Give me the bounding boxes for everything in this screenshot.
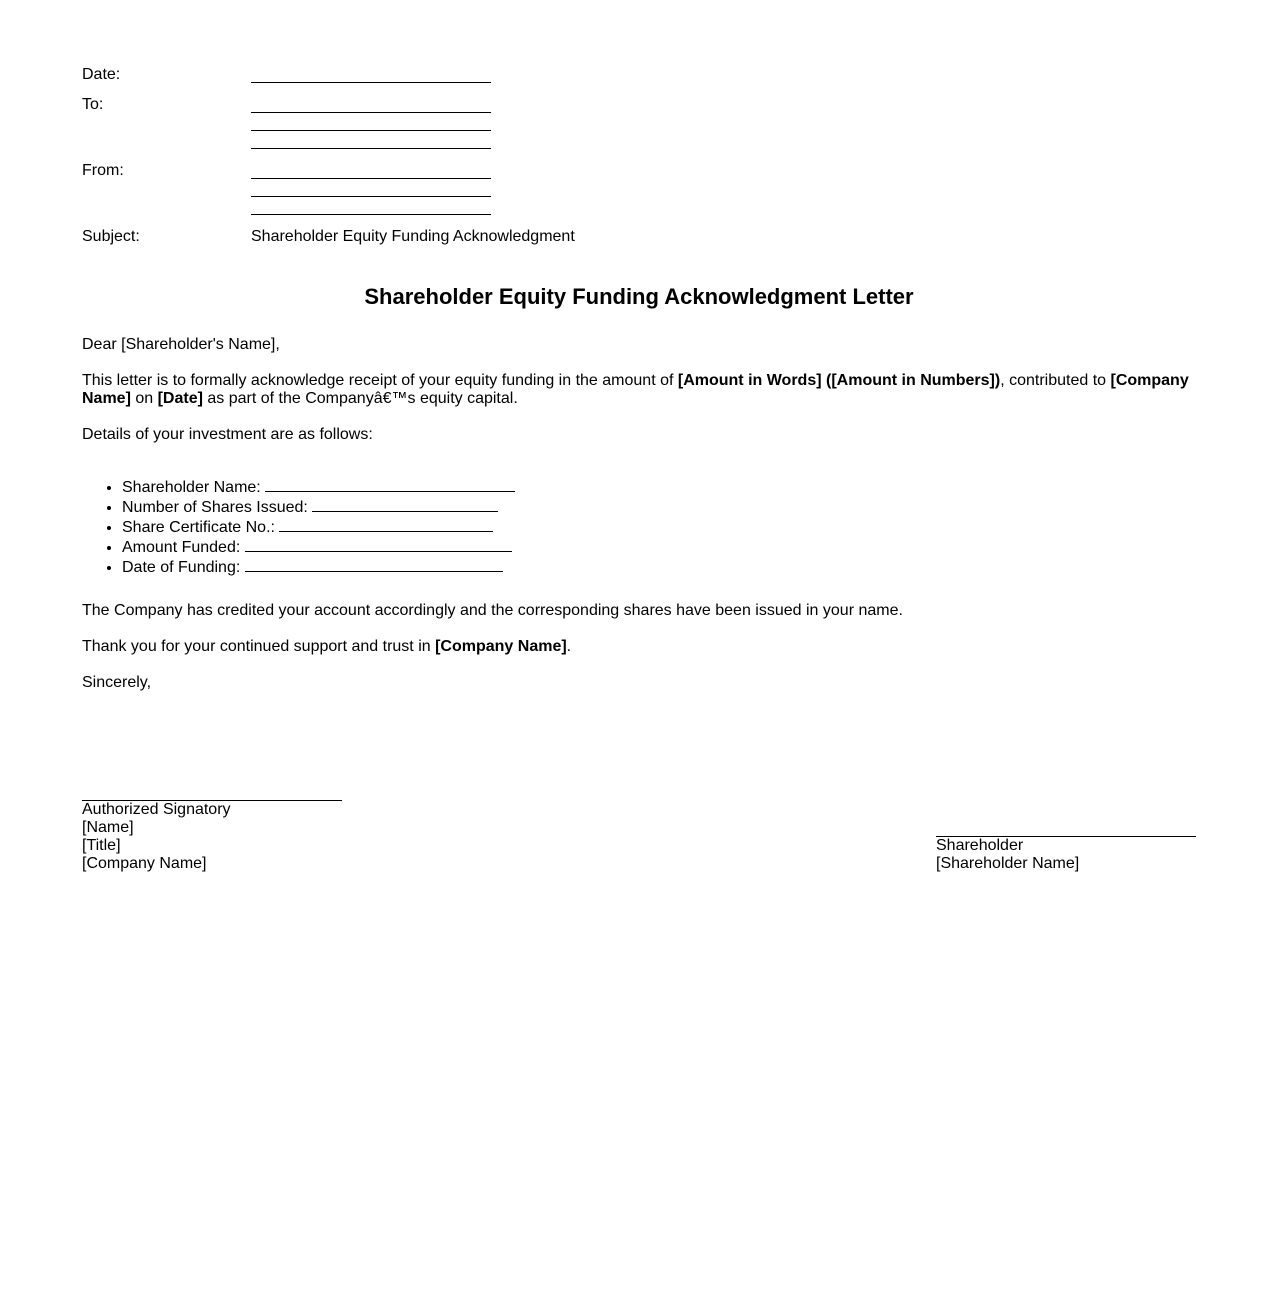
thanks-paragraph [82, 638, 1197, 656]
detail-number-of-shares [122, 497, 515, 517]
company-name-placeholder: [Company Name] [82, 372, 1189, 407]
thanks-text-2: . [566, 638, 572, 655]
subject-label: Subject: [82, 228, 140, 245]
blank-line [245, 557, 503, 572]
date-field-line [251, 82, 491, 83]
date-label: Date: [82, 66, 121, 83]
from-field-line-1 [251, 178, 491, 179]
intro-text-4: as part of the Companyâ€™s equity capital. [202, 390, 518, 407]
from-field-line-2 [251, 196, 491, 197]
to-field-line-2 [251, 130, 491, 131]
to-label: To: [82, 96, 104, 113]
detail-label: Amount Funded: [122, 539, 245, 556]
shareholder-name: [Shareholder Name] [936, 855, 1080, 872]
signatory-company: [Company Name] [82, 855, 207, 872]
blank-line [279, 517, 493, 532]
amount-placeholder: [Amount in Words] ([Amount in Numbers]) [677, 372, 1001, 389]
letter-title: Shareholder Equity Funding Acknowledgment Letter [364, 284, 914, 309]
date-placeholder: [Date] [157, 390, 203, 407]
detail-certificate-no [122, 517, 515, 537]
blank-line [245, 537, 512, 552]
signatory-name: [Name] [82, 819, 134, 836]
detail-label: Number of Shares Issued: [122, 499, 313, 516]
salutation: Dear [Shareholder's Name], [82, 336, 280, 353]
from-field-line-3 [251, 214, 491, 215]
intro-text-2: , contributed to [1000, 372, 1111, 389]
intro-paragraph [82, 372, 1197, 408]
credited-paragraph: The Company has credited your account accordingly and the corresponding shares have been issued in your name. [82, 602, 903, 619]
to-field-line-1 [251, 112, 491, 113]
to-field-line-3 [251, 148, 491, 149]
intro-text-3: on [130, 390, 158, 407]
detail-amount-funded [122, 537, 515, 557]
closing: Sincerely, [82, 674, 152, 691]
blank-line [265, 477, 515, 492]
detail-date-of-funding [122, 557, 515, 577]
detail-label: Date of Funding: [122, 559, 245, 576]
blank-line [312, 497, 498, 512]
detail-label: Share Certificate No.: [122, 519, 280, 536]
signatory-title: [Title] [82, 837, 121, 854]
shareholder-role: Shareholder [936, 837, 1024, 854]
detail-label: Shareholder Name: [122, 479, 266, 496]
subject-value: Shareholder Equity Funding Acknowledgment [251, 228, 575, 245]
investment-details-list [82, 477, 515, 577]
intro-text-1: This letter is to formally acknowledge receipt of your equity funding in the amount of [82, 372, 678, 389]
signatory-role: Authorized Signatory [82, 801, 231, 818]
thanks-text-1: Thank you for your continued support and trust in [82, 638, 436, 655]
details-intro: Details of your investment are as follows: [82, 426, 373, 443]
company-name-placeholder: [Company Name] [435, 638, 567, 655]
from-label: From: [82, 162, 124, 179]
detail-shareholder-name [122, 477, 515, 497]
